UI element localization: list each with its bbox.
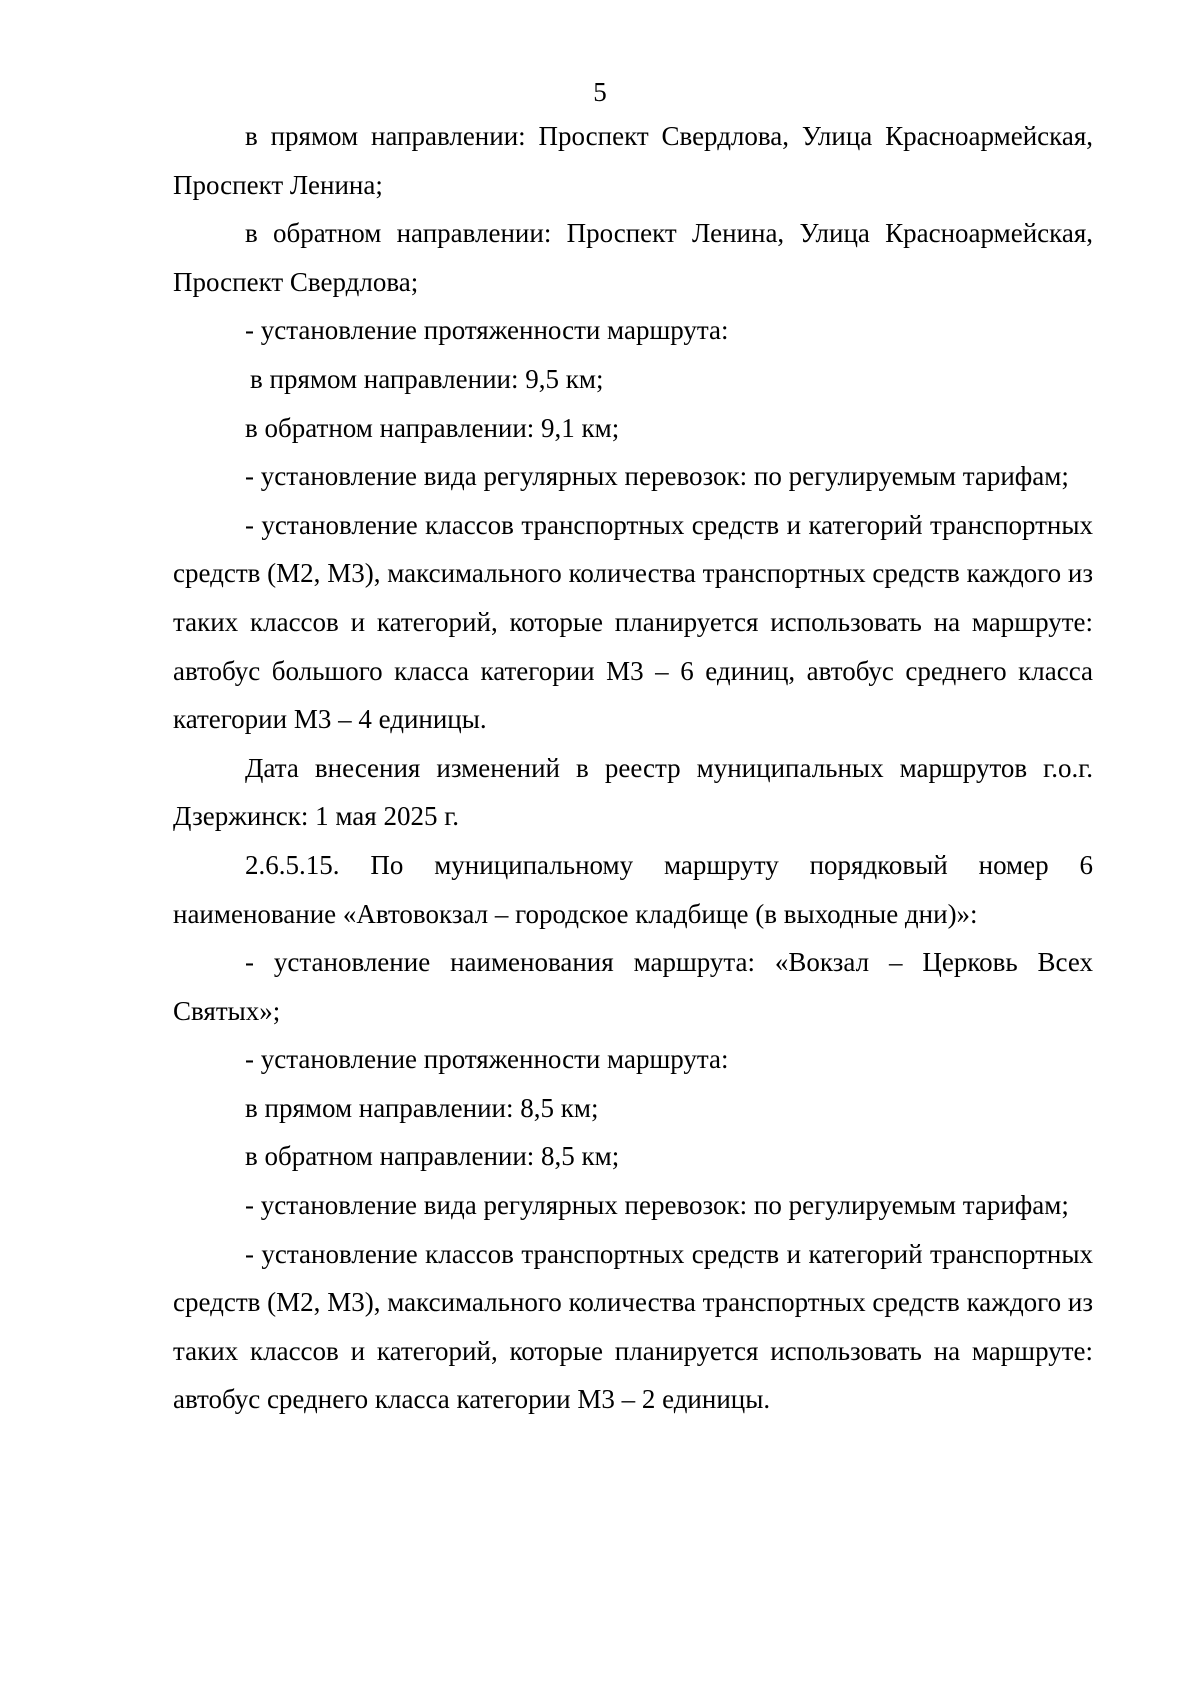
paragraph-forward-length: в прямом направлении: 9,5 км; — [250, 363, 604, 394]
paragraph-reverse-length: в обратном направлении: 9,1 км; — [245, 412, 620, 443]
paragraph-vehicle-classes: - установление классов транспортных средств и категорий транспортных средств (М2, М3), максимального количества транспортных средств каждого из таких классов и категорий, которые планируется использовать на маршруте: автобус большого класса категории М3 – 6 единиц, автобус среднего класса категории М3 – 4 единицы. — [173, 509, 1093, 735]
paragraph-route-6-heading: 2.6.5.15. По муниципальному маршруту порядковый номер 6 наименование «Автовокзал – городское кладбище (в выходные дни)»: — [173, 849, 1093, 929]
page-number: 5 — [593, 77, 607, 107]
paragraph-reverse-length-2: в обратном направлении: 8,5 км; — [245, 1141, 620, 1172]
paragraph-forward-direction-streets: в прямом направлении: Проспект Свердлова, Улица Красноармейская, Проспект Ленина; — [173, 121, 1093, 200]
paragraph-transport-type: - установление вида регулярных перевозок: по регулируемым тарифам; — [245, 461, 1069, 492]
paragraph-forward-length-2: в прямом направлении: 8,5 км; — [245, 1092, 599, 1123]
paragraph-route-length-heading: - установление протяженности маршрута: — [245, 315, 729, 346]
paragraph-vehicle-classes-2: - установление классов транспортных средств и категорий транспортных средств (М2, М3), максимального количества транспортных средств каждого из таких классов и категорий, которые планируется использовать на маршруте: автобус среднего класса категории М3 – 2 единицы. — [173, 1238, 1093, 1415]
paragraph-route-name: - установление наименования маршрута: «Вокзал – Церковь Всех Святых»; — [173, 947, 1093, 1026]
paragraph-route-length-heading-2: - установление протяженности маршрута: — [245, 1044, 729, 1075]
paragraph-transport-type-2: - установление вида регулярных перевозок: по регулируемым тарифам; — [245, 1190, 1069, 1221]
document-body — [173, 112, 1093, 1424]
paragraph-registry-date: Дата внесения изменений в реестр муниципальных маршрутов г.о.г. Дзержинск: 1 мая 2025 г. — [173, 752, 1093, 832]
paragraph-reverse-direction-streets: в обратном направлении: Проспект Ленина, Улица Красноармейская, Проспект Свердлова; — [173, 218, 1093, 297]
